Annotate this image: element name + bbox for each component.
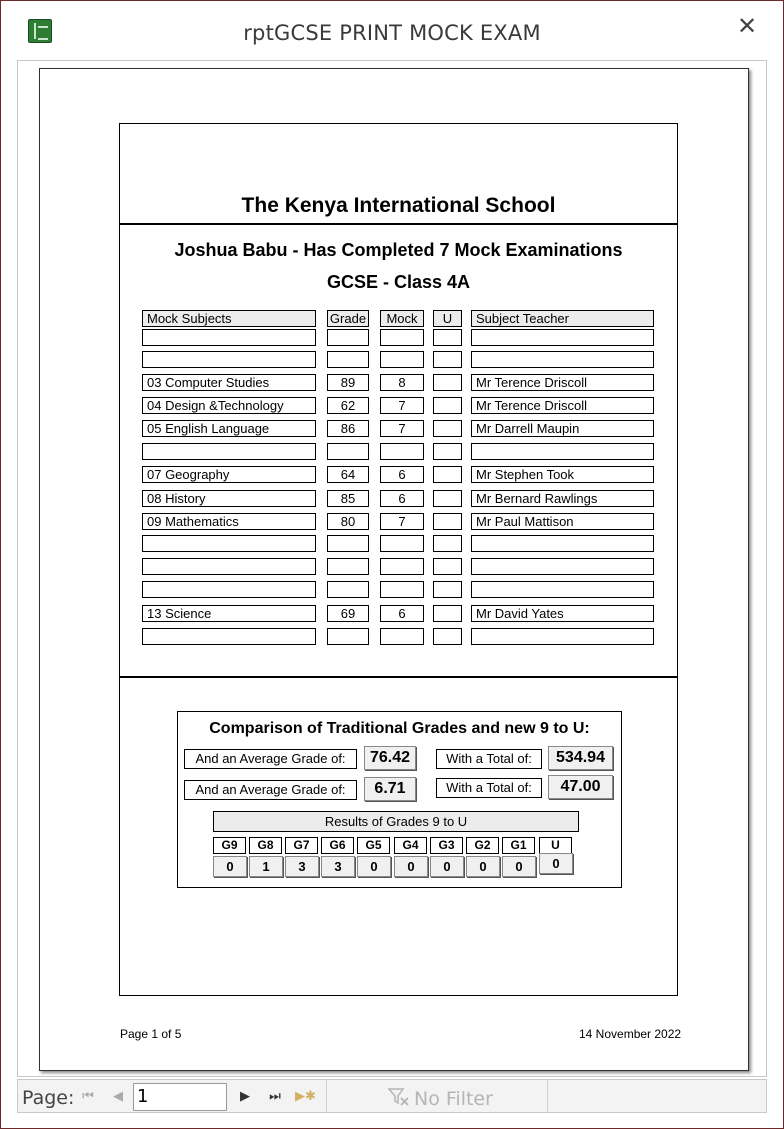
- nav-separator: [326, 1080, 327, 1112]
- previous-page-icon[interactable]: ◀: [113, 1088, 123, 1103]
- table-cell-subject: 08 History: [142, 490, 316, 507]
- report-page: [39, 68, 749, 1071]
- table-cell-u: [433, 329, 462, 346]
- section-divider: [120, 676, 677, 678]
- grade-count: 0: [213, 856, 247, 877]
- table-cell-subject: [142, 558, 316, 575]
- table-cell-teacher: [471, 351, 654, 368]
- table-cell-grade: 80: [327, 513, 369, 530]
- grade-label: G4: [394, 837, 427, 854]
- table-cell-teacher: Mr Terence Driscoll: [471, 397, 654, 414]
- column-header-u: U: [433, 310, 462, 327]
- table-cell-mock: 7: [380, 513, 424, 530]
- summary-title: Comparison of Traditional Grades and new 9 to U:: [209, 720, 590, 737]
- table-cell-teacher: Mr Bernard Rawlings: [471, 490, 654, 507]
- table-cell-teacher: [471, 329, 654, 346]
- report-date: 14 November 2022: [579, 1027, 682, 1041]
- table-cell-mock: [380, 558, 424, 575]
- table-cell-grade: [327, 351, 369, 368]
- new-record-icon[interactable]: ▶✱: [295, 1088, 316, 1103]
- grade-label: G5: [357, 837, 390, 854]
- table-cell-u: [433, 351, 462, 368]
- table-cell-mock: 6: [380, 466, 424, 483]
- grade-label: G1: [502, 837, 535, 854]
- table-cell-grade: [327, 558, 369, 575]
- column-header-grade: Grade: [327, 310, 369, 327]
- table-cell-grade: [327, 443, 369, 460]
- grade-label: G7: [285, 837, 318, 854]
- grade-count: 3: [321, 856, 355, 877]
- grade-label: G6: [321, 837, 354, 854]
- table-cell-teacher: [471, 558, 654, 575]
- table-cell-subject: [142, 443, 316, 460]
- table-cell-subject: [142, 329, 316, 346]
- table-cell-grade: 85: [327, 490, 369, 507]
- column-header-mock: Mock: [380, 310, 424, 327]
- table-cell-u: [433, 558, 462, 575]
- table-cell-grade: 64: [327, 466, 369, 483]
- grade-count: 0: [357, 856, 391, 877]
- new-total-value: 47.00: [548, 775, 613, 799]
- no-filter-icon: [388, 1087, 410, 1112]
- table-cell-mock: [380, 351, 424, 368]
- table-cell-mock: [380, 628, 424, 645]
- filter-label: No Filter: [414, 1088, 493, 1110]
- window-title: rptGCSE PRINT MOCK EXAM: [243, 21, 541, 45]
- grade-count: 1: [249, 856, 283, 877]
- grade-label: G8: [249, 837, 282, 854]
- column-header-subject: Mock Subjects: [142, 310, 316, 327]
- table-cell-u: [433, 466, 462, 483]
- table-cell-u: [433, 374, 462, 391]
- grade-count: 3: [285, 856, 319, 877]
- table-cell-subject: 09 Mathematics: [142, 513, 316, 530]
- table-cell-subject: [142, 535, 316, 552]
- table-cell-u: [433, 535, 462, 552]
- table-cell-teacher: [471, 628, 654, 645]
- nav-separator: [547, 1080, 548, 1112]
- table-cell-u: [433, 443, 462, 460]
- table-cell-subject: [142, 351, 316, 368]
- table-cell-teacher: [471, 443, 654, 460]
- table-cell-mock: 7: [380, 420, 424, 437]
- first-page-icon[interactable]: ⏮: [82, 1088, 94, 1103]
- report-body: [119, 123, 678, 996]
- average-grade-label: And an Average Grade of:: [184, 749, 357, 769]
- title-bar: [1, 1, 783, 59]
- table-cell-mock: [380, 581, 424, 598]
- new-total-label: With a Total of:: [436, 778, 542, 798]
- table-cell-teacher: Mr Darrell Maupin: [471, 420, 654, 437]
- table-cell-subject: [142, 628, 316, 645]
- grade-count: 0: [502, 856, 536, 877]
- grade-summary-box: [177, 711, 622, 888]
- table-cell-mock: [380, 329, 424, 346]
- grade-label: G9: [213, 837, 246, 854]
- total-value: 534.94: [548, 746, 613, 770]
- table-cell-u: [433, 628, 462, 645]
- table-cell-teacher: [471, 535, 654, 552]
- grade-label: U: [539, 837, 572, 854]
- table-cell-mock: [380, 535, 424, 552]
- average-new-grade-value: 6.71: [364, 777, 416, 801]
- table-cell-teacher: Mr Stephen Took: [471, 466, 654, 483]
- table-cell-u: [433, 420, 462, 437]
- average-new-grade-label: And an Average Grade of:: [184, 780, 357, 800]
- record-navigation-bar: [17, 1079, 767, 1113]
- grade-count: 0: [394, 856, 428, 877]
- grade-label: G2: [466, 837, 499, 854]
- table-cell-u: [433, 513, 462, 530]
- table-cell-grade: 62: [327, 397, 369, 414]
- table-cell-grade: [327, 628, 369, 645]
- table-cell-subject: 13 Science: [142, 605, 316, 622]
- table-cell-mock: [380, 443, 424, 460]
- class-name: GCSE - Class 4A: [326, 272, 471, 292]
- table-cell-teacher: Mr Terence Driscoll: [471, 374, 654, 391]
- table-cell-grade: [327, 329, 369, 346]
- table-cell-mock: 7: [380, 397, 424, 414]
- filter-status[interactable]: [388, 1087, 493, 1112]
- table-cell-grade: [327, 535, 369, 552]
- table-cell-subject: 07 Geography: [142, 466, 316, 483]
- school-name: The Kenya International School: [241, 194, 556, 217]
- total-label: With a Total of:: [436, 749, 542, 769]
- table-cell-mock: 6: [380, 605, 424, 622]
- column-header-teacher: Subject Teacher: [471, 310, 654, 327]
- table-cell-u: [433, 397, 462, 414]
- grade-count: 0: [466, 856, 500, 877]
- table-cell-teacher: Mr Paul Mattison: [471, 513, 654, 530]
- table-cell-u: [433, 581, 462, 598]
- table-cell-teacher: Mr David Yates: [471, 605, 654, 622]
- grade-count: 0: [430, 856, 464, 877]
- table-cell-subject: 03 Computer Studies: [142, 374, 316, 391]
- average-grade-value: 76.42: [364, 746, 416, 770]
- grade-count: 0: [539, 853, 573, 874]
- table-cell-grade: 69: [327, 605, 369, 622]
- print-preview-area[interactable]: [17, 60, 767, 1077]
- table-cell-mock: 8: [380, 374, 424, 391]
- table-cell-u: [433, 490, 462, 507]
- table-cell-subject: [142, 581, 316, 598]
- table-cell-grade: [327, 581, 369, 598]
- student-summary: Joshua Babu - Has Completed 7 Mock Examinations: [174, 240, 623, 260]
- page-number-input[interactable]: 1: [133, 1083, 227, 1111]
- next-page-icon[interactable]: ▶: [240, 1088, 250, 1103]
- table-cell-teacher: [471, 581, 654, 598]
- table-cell-grade: 89: [327, 374, 369, 391]
- page-label: Page:: [22, 1087, 75, 1109]
- table-cell-grade: 86: [327, 420, 369, 437]
- table-cell-subject: 04 Design &Technology: [142, 397, 316, 414]
- table-cell-mock: 6: [380, 490, 424, 507]
- last-page-icon[interactable]: ⏭: [269, 1088, 281, 1103]
- table-cell-u: [433, 605, 462, 622]
- page-number: Page 1 of 5: [120, 1027, 182, 1041]
- grade-label: G3: [430, 837, 463, 854]
- results-grades-title: Results of Grades 9 to U: [213, 811, 579, 832]
- header-divider: [120, 223, 677, 225]
- close-button[interactable]: ✕: [736, 12, 758, 40]
- table-cell-subject: 05 English Language: [142, 420, 316, 437]
